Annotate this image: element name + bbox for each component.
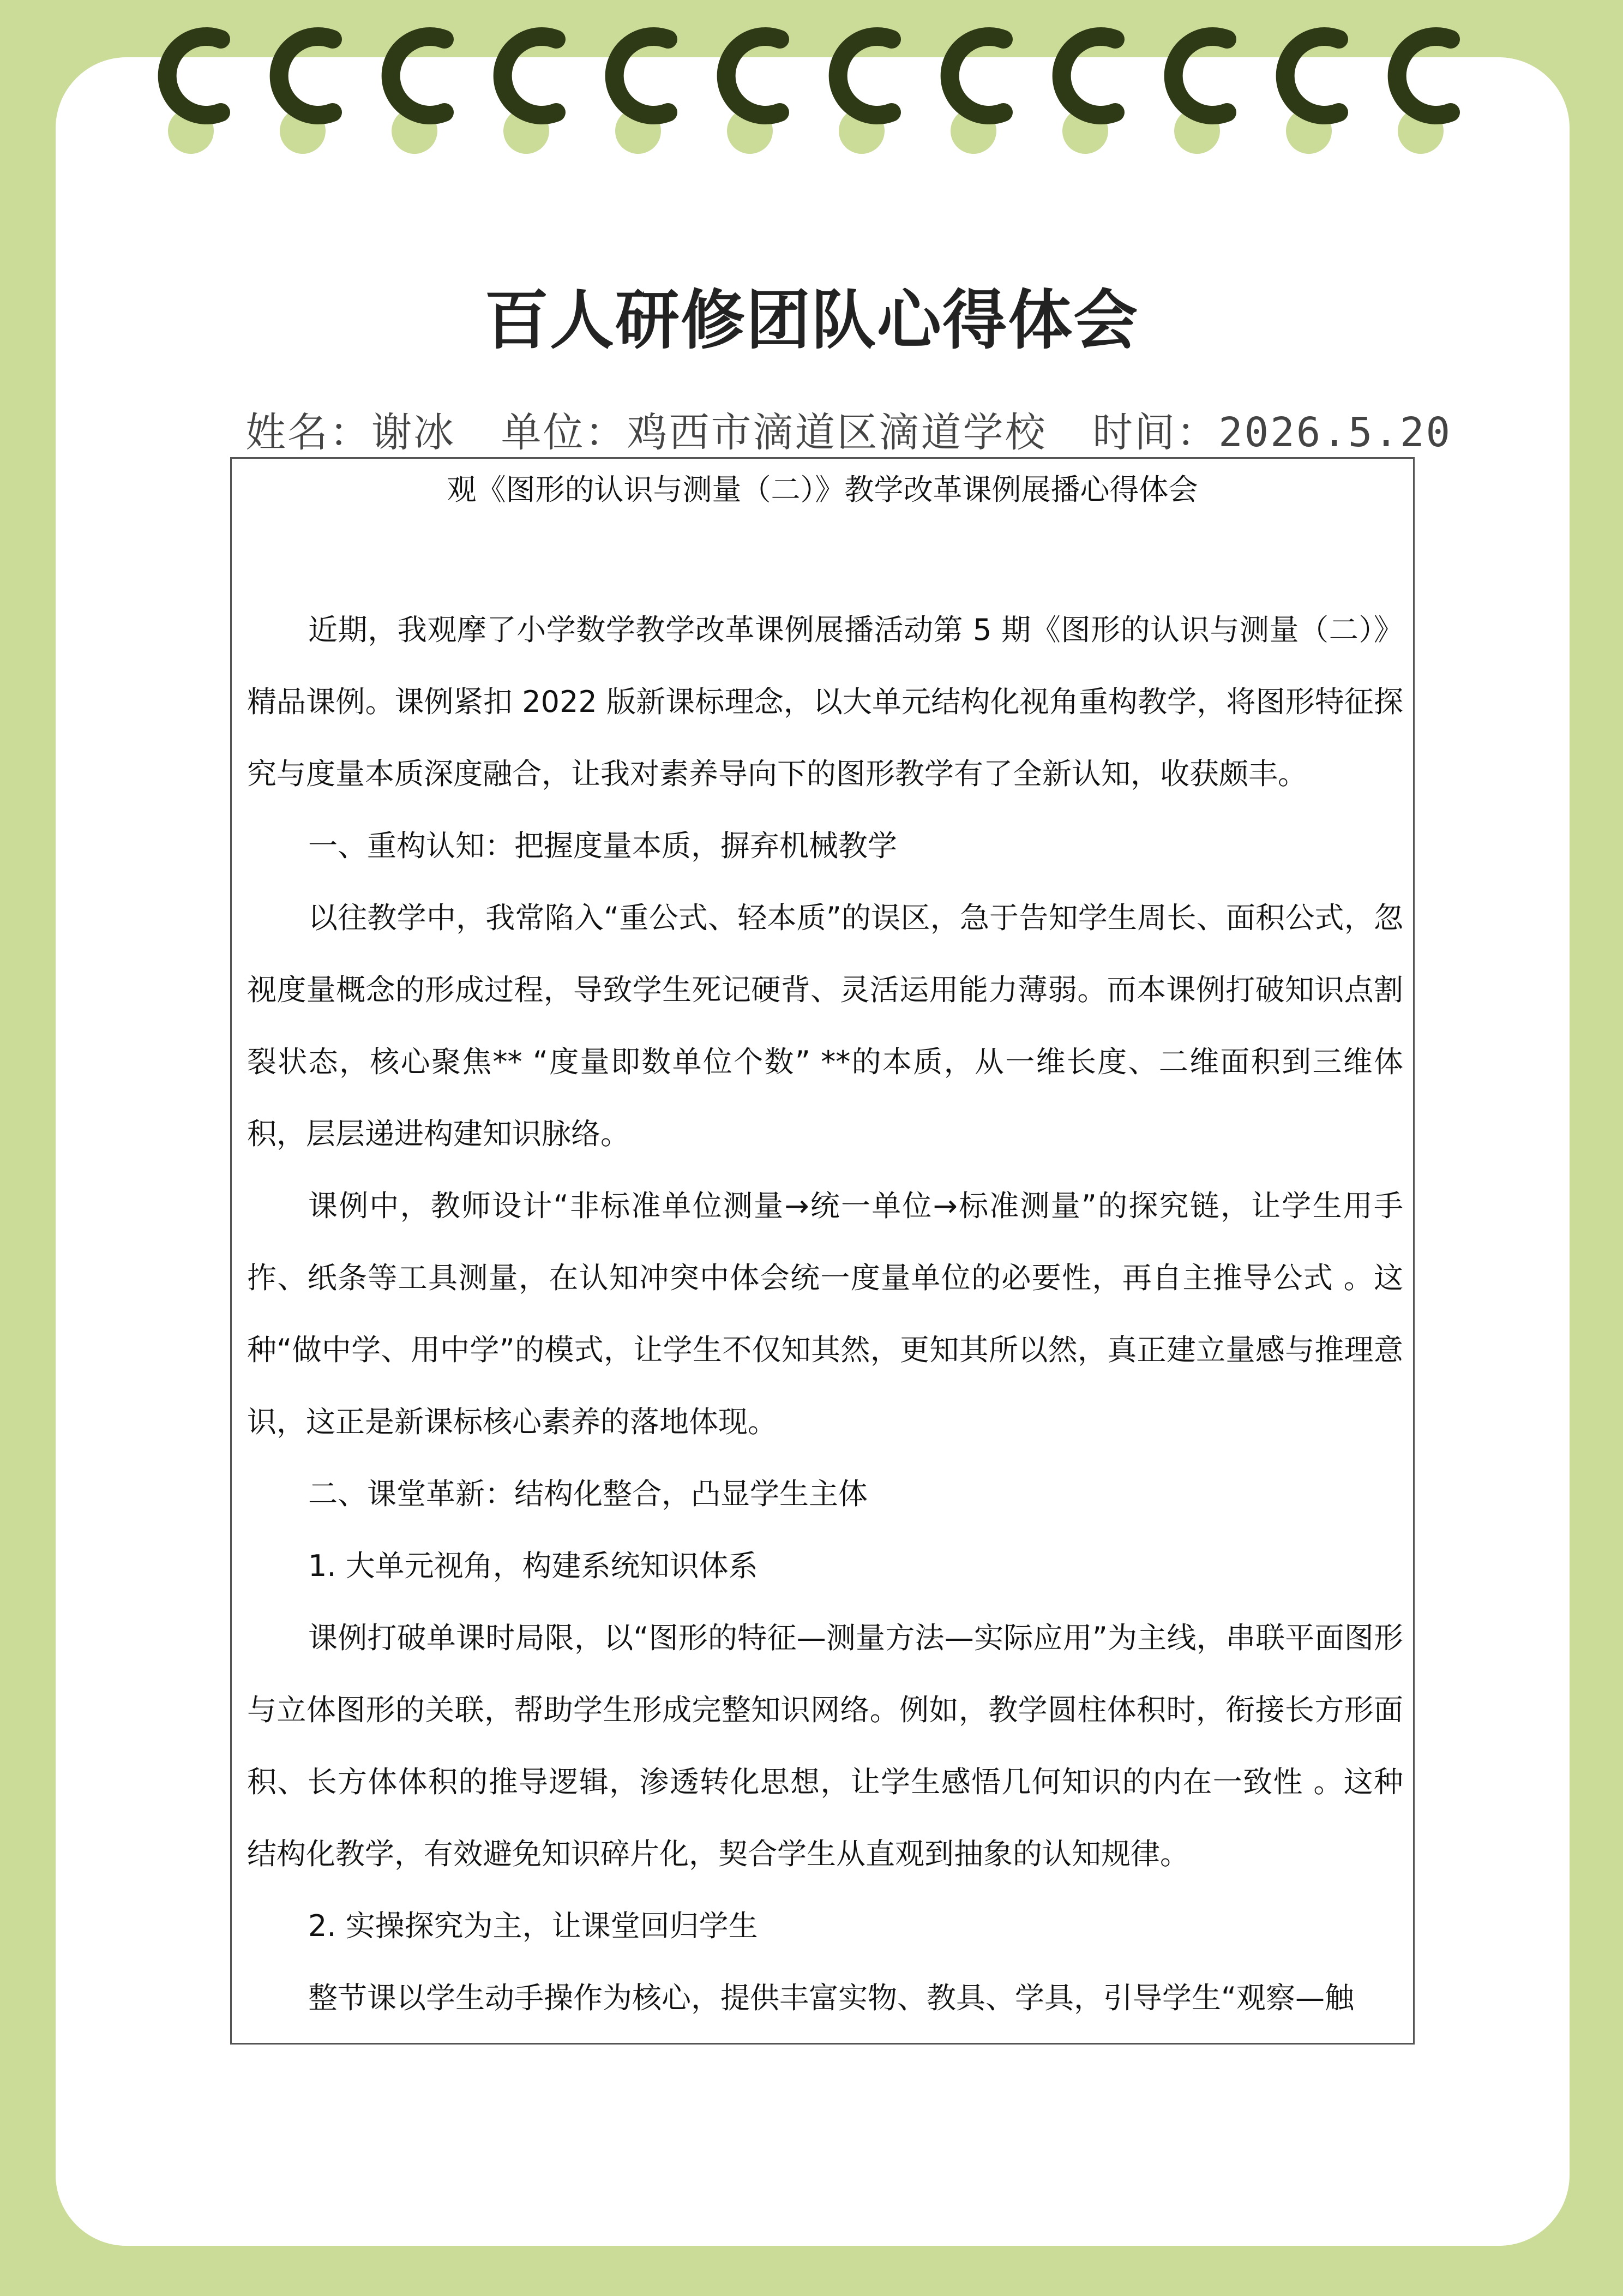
section-heading: 二、课堂革新：结构化整合，凸显学生主体 [308, 1477, 868, 1511]
author-info [245, 400, 1452, 458]
binding-ring [1062, 37, 1115, 115]
spiral-binding [0, 0, 1623, 164]
essay-body [247, 594, 1403, 2034]
author-unit: 单位：鸡西市滴道区滴道学校 [501, 409, 1047, 456]
binding-ring [1174, 37, 1227, 115]
binding-ring [615, 37, 668, 115]
binding-ring [503, 37, 556, 115]
essay-box [230, 457, 1415, 2045]
essay-title: 观《图形的认识与测量（二）》教学改革课例展播心得体会 [447, 472, 1198, 507]
binding-ring [726, 37, 780, 115]
section-heading: 一、重构认知：把握度量本质，摒弃机械教学 [308, 829, 897, 863]
page-title: 百人研修团队心得体会 [484, 282, 1139, 358]
paragraph: 课例中，教师设计“非标准单位测量→统一单位→标准测量”的探究链，让学生用手拃、纸条等工具测量，在认知冲突中体会统一度量单位的必要性，再自主推导公式 。这种“做中学、用中学”的模式，让学生不仅知其然，更知其所以然，真正建立量感与推理意识，这正是新课标核心素养的落地体现。 [247, 1189, 1403, 1439]
subsection-heading: 1. 大单元视角，构建系统知识体系 [308, 1549, 758, 1583]
binding-ring [167, 37, 221, 115]
binding-ring [391, 37, 444, 115]
binding-ring [279, 37, 333, 115]
author-name: 姓名：谢冰 [245, 409, 455, 456]
binding-ring [1397, 37, 1451, 115]
binding-ring [1285, 37, 1339, 115]
binding-ring [838, 37, 892, 115]
paragraph: 近期，我观摩了小学数学教学改革课例展播活动第 5 期《图形的认识与测量（二）》精品课例。课例紧扣 2022 版新课标理念，以大单元结构化视角重构教学，将图形特征探究与度量本质深度融合，让我对素养导向下的图形教学有了全新认知，收获颇丰。 [247, 613, 1403, 791]
paragraph: 课例打破单课时局限，以“图形的特征—测量方法—实际应用”为主线，串联平面图形与立体图形的关联，帮助学生形成完整知识网络。例如，教学圆柱体积时，衔接长方形面积、长方体体积的推导逻辑，渗透转化思想，让学生感悟几何知识的内在一致性 。这种结构化教学，有效避免知识碎片化，契合学生从直观到抽象的认知规律。 [247, 1621, 1403, 1871]
subsection-heading: 2. 实操探究为主，让课堂回归学生 [308, 1909, 758, 1943]
binding-ring [950, 37, 1003, 115]
author-date: 时间：2026.5.20 [1092, 409, 1452, 456]
paragraph: 整节课以学生动手操作为核心，提供丰富实物、教具、学具，引导学生“观察—触 [308, 1981, 1354, 2015]
paragraph: 以往教学中，我常陷入“重公式、轻本质”的误区，急于告知学生周长、面积公式，忽视度量概念的形成过程，导致学生死记硬背、灵活运用能力薄弱。而本课例打破知识点割裂状态，核心聚焦** “度量即数单位个数” **的本质，从一维长度、二维面积到三维体积，层层递进构建知识脉络。 [247, 901, 1403, 1151]
